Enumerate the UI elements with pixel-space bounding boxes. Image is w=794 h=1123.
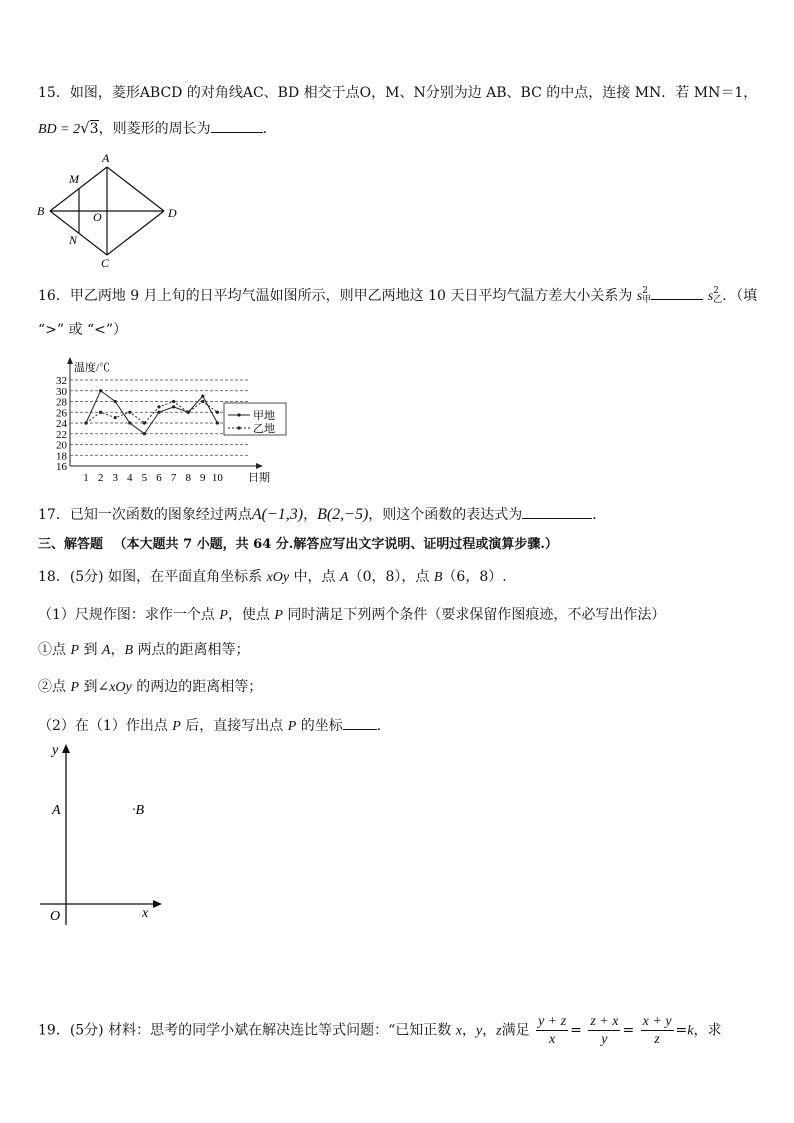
- sqrt-arg: 3: [89, 121, 99, 137]
- x-tick-label: 10: [211, 472, 223, 484]
- y-tick-label: 32: [56, 375, 67, 387]
- q16-line1: [38, 285, 757, 307]
- series-point-1: [201, 395, 204, 398]
- series-point-2: [216, 411, 219, 414]
- xoy: xOy: [266, 570, 290, 585]
- var-y: y: [475, 1023, 483, 1039]
- q18-part2: [38, 715, 391, 737]
- x-tick-label: 3: [112, 472, 118, 484]
- point-P: P: [70, 680, 80, 695]
- label-D: D: [168, 206, 177, 220]
- eq: =: [570, 1022, 582, 1039]
- x-tick-label: 5: [141, 472, 148, 484]
- part1-text2: ，使点: [227, 607, 270, 623]
- s-jia-sub: 甲: [642, 295, 652, 305]
- s-jia-sup: 2: [642, 286, 648, 296]
- part1-text3: 同时满足下列两个条件（要求保留作图痕迹，不必写出作法）: [287, 607, 666, 623]
- label-O: O: [93, 210, 102, 224]
- q16-options: “>” 或 “<”）: [38, 322, 127, 338]
- frac3-den: z: [654, 1032, 660, 1047]
- q18-line1: [38, 567, 507, 588]
- part2-text: （2）在（1）作出点: [38, 718, 168, 734]
- var-x: x: [455, 1023, 462, 1039]
- part1-text: （1）尺规作图：求作一个点: [38, 607, 215, 623]
- sqrt-symbol: √: [80, 119, 90, 137]
- q15-text: 15．如图，菱形ABCD 的对角线AC、BD 相交于点O，M、N分别为边 AB、BC 的中点，连接 MN．若 MN＝1，: [38, 85, 758, 101]
- q17-comma: ，: [303, 507, 318, 523]
- series-point-2: [99, 411, 102, 414]
- cond2-text: ②点: [38, 679, 66, 695]
- q15-question: ，则菱形的周长为: [98, 121, 211, 137]
- section-note: （本大题共 7 小题，共 64 分.解答应写出文字说明、证明过程或演算步骤.）: [113, 537, 558, 552]
- point-B-label: B: [433, 570, 443, 585]
- q16-line2: [38, 320, 127, 340]
- series-point-1: [157, 411, 160, 414]
- label-B: B: [37, 204, 45, 218]
- series-point-2: [187, 411, 190, 414]
- part2-text2: 后，直接写出点: [185, 718, 284, 734]
- q16-text: 16．甲乙两地 9 月上旬的日平均气温如图所示，则甲乙两地这 10 天日平均气温方差大小关系为: [38, 288, 633, 304]
- cond1-comma: ，: [110, 642, 125, 658]
- y-tick-label: 30: [56, 385, 67, 398]
- satisfy: 满足: [501, 1022, 530, 1039]
- q18-text2: 中，点: [293, 569, 336, 585]
- origin-label: O: [50, 909, 61, 924]
- y-tick-label: 20: [56, 439, 67, 452]
- point-P: P: [274, 608, 283, 623]
- answer-blank[interactable]: [522, 504, 592, 519]
- series-point-2: [172, 400, 175, 403]
- temperature-chart: [40, 355, 290, 485]
- x-axis-label: x: [142, 906, 149, 921]
- answer-blank[interactable]: [651, 285, 703, 300]
- eq: =: [622, 1022, 635, 1039]
- y-axis-label: 温度/℃: [74, 362, 111, 374]
- cond1-end: 两点的距离相等；: [137, 642, 250, 658]
- x-tick-label: 8: [185, 472, 191, 484]
- series-point-1: [99, 389, 102, 392]
- y-tick-label: 18: [56, 450, 67, 463]
- series-point-1: [128, 421, 131, 424]
- y-tick-label: 26: [56, 407, 67, 420]
- label-A: A: [102, 151, 110, 165]
- label-M: M: [69, 172, 79, 186]
- q18-cond2: [38, 677, 262, 698]
- series-point-2: [143, 421, 146, 424]
- y-axis-arrow: [67, 357, 73, 364]
- frac2-num: z + x: [590, 1014, 619, 1029]
- x-tick-label: 7: [170, 472, 177, 484]
- section-header: [38, 535, 558, 555]
- series-point-2: [114, 416, 117, 419]
- cond1-text: ①点: [38, 642, 66, 658]
- point-A-axis: A: [52, 803, 61, 818]
- q15-end: .: [262, 121, 268, 137]
- legend-marker: [237, 413, 240, 416]
- s-yi-sub: 乙: [713, 295, 723, 305]
- point-A-label: A: [340, 570, 349, 585]
- point-P: P: [70, 643, 80, 658]
- y-tick-label: 28: [56, 396, 67, 409]
- point-P: P: [172, 719, 181, 734]
- y-axis-label: y: [52, 743, 59, 758]
- fraction-1: [536, 1013, 568, 1048]
- q17-line: [38, 504, 606, 525]
- fraction-2: [588, 1013, 620, 1048]
- label-C: C: [101, 256, 110, 268]
- point-B-label: B: [124, 643, 134, 658]
- cond2-end: 的两边的距离相等；: [136, 679, 263, 695]
- s-yi: s: [707, 289, 714, 304]
- s-jia: s: [636, 289, 643, 304]
- series-point-2: [128, 411, 131, 414]
- legend-label: 乙地: [253, 423, 275, 435]
- x-tick-label: 6: [156, 472, 162, 484]
- x-axis-arrow: [256, 463, 263, 469]
- s-yi-marks: [713, 287, 722, 305]
- sep: ，: [461, 1022, 476, 1039]
- q19-text: 19．(5分) 材料：思考的同学小斌在解决连比等式问题：“已知正数: [38, 1022, 452, 1039]
- legend-marker: [237, 426, 240, 429]
- point-P: P: [287, 719, 297, 734]
- y-tick-label: 24: [56, 418, 67, 430]
- q15-line2: [38, 118, 267, 140]
- s-jia-marks: [642, 287, 651, 305]
- series-point-2: [201, 400, 204, 403]
- answer-blank[interactable]: [211, 118, 263, 133]
- q17-question: ，则这个函数的表达式为: [368, 507, 523, 523]
- series-point-2: [157, 405, 160, 408]
- frac2-den: y: [601, 1032, 608, 1047]
- frac1-den: x: [549, 1032, 556, 1047]
- x-tick-label: 4: [127, 472, 133, 484]
- q17-end: ．: [592, 507, 607, 523]
- part2-text3: 的坐标: [300, 718, 343, 734]
- cond1-to: 到: [83, 642, 98, 658]
- point-B-axis: ·B: [132, 803, 145, 818]
- frac3-num: x + y: [642, 1014, 672, 1029]
- s-yi-sup: 2: [713, 286, 719, 296]
- series-point-1: [114, 400, 117, 403]
- y-tick-label: 16: [56, 461, 67, 473]
- var-z: z: [496, 1023, 502, 1039]
- point-A: A(−1,3): [251, 506, 304, 523]
- x-tick-label: 1: [83, 472, 89, 484]
- cond2-angle: 到∠: [83, 679, 110, 695]
- b-coord: （6，8）.: [442, 569, 507, 585]
- q18-text: 18．(5分) 如图，在平面直角坐标系: [38, 569, 263, 585]
- rhombus-figure: [34, 150, 184, 268]
- series-point-1: [216, 421, 219, 424]
- xoy: xOy: [109, 680, 132, 695]
- coordinate-figure: [40, 740, 170, 930]
- q17-text: 17．已知一次函数的图象经过两点: [38, 507, 252, 523]
- x-tick-label: 2: [97, 472, 104, 484]
- q18-cond1: [38, 640, 250, 661]
- part2-end: ．: [376, 718, 391, 734]
- series-point-1: [172, 405, 175, 408]
- point-B: B(2,−5): [317, 506, 369, 523]
- q16-fill-note: ．（填: [722, 288, 758, 304]
- q15-line1: [38, 83, 757, 103]
- a-coord: （0，8），点: [348, 569, 430, 585]
- answer-blank[interactable]: [343, 715, 377, 730]
- series-point-1: [143, 432, 146, 435]
- series-point-2: [84, 421, 87, 424]
- q18-part1: [38, 605, 665, 626]
- var-k: k: [687, 1023, 694, 1039]
- fraction-3: [641, 1013, 674, 1048]
- point-A-label: A: [101, 643, 111, 658]
- point-P: P: [219, 608, 228, 623]
- eq: =: [675, 1022, 688, 1039]
- q19-line: [38, 1013, 721, 1048]
- legend-label: 甲地: [253, 410, 275, 422]
- sep: ，: [482, 1022, 497, 1039]
- y-tick-label: 22: [56, 428, 67, 441]
- frac1-num: y + z: [538, 1014, 567, 1029]
- x-tick-label: 9: [200, 472, 206, 484]
- section-title: 三、解答题: [38, 537, 104, 552]
- q19-tail: ，求: [693, 1022, 722, 1039]
- label-N: N: [69, 233, 78, 247]
- x-axis-label: 日期: [248, 472, 270, 484]
- bd-expression: BD = 2: [38, 122, 81, 137]
